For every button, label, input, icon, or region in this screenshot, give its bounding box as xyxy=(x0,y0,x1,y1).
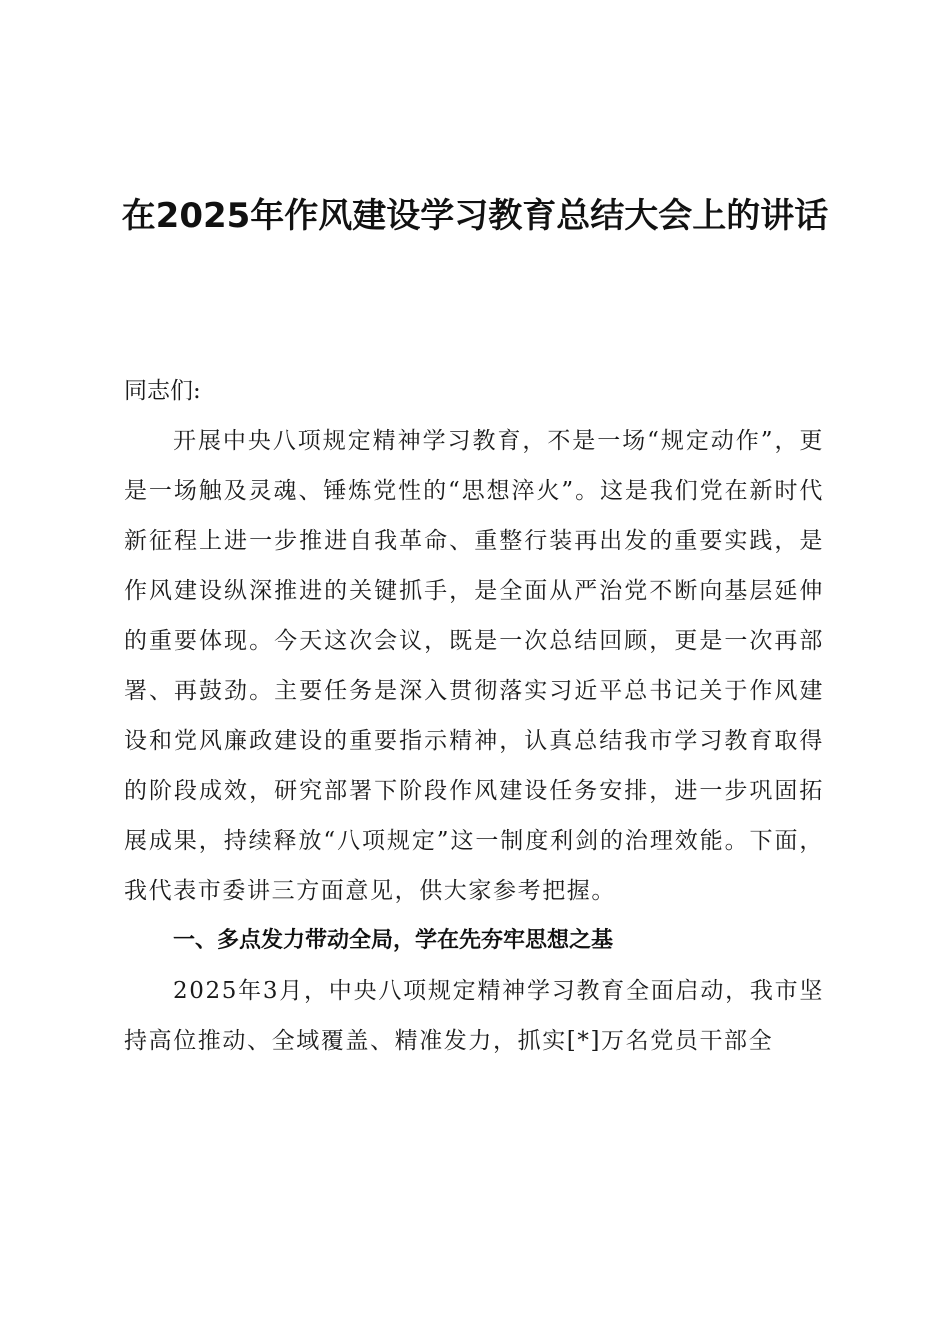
salutation: 同志们: xyxy=(124,378,201,404)
document-title: 在2025年作风建设学习教育总结大会上的讲话 xyxy=(121,196,829,236)
section-paragraph-1: 2025年3月，中央八项规定精神学习教育全面启动，我市坚持高位推动、全域覆盖、精准发力，抓实[*]万名党员干部全 xyxy=(124,978,824,1054)
section-heading-1: 一、多点发力带动全局，学在先夯牢思想之基 xyxy=(173,928,614,953)
document-body xyxy=(124,366,824,1066)
intro-paragraph: 开展中央八项规定精神学习教育，不是一场“规定动作”，更是一场触及灵魂、锤炼党性的“思想淬火”。这是我们党在新时代新征程上进一步推进自我革命、重整行装再出发的重要实践，是作风建设纵深推进的关键抓手，是全面从严治党不断向基层延伸的重要体现。今天这次会议，既是一次总结回顾，更是一次再部署、再鼓劲。主要任务是深入贯彻落实习近平总书记关于作风建设和党风廉政建设的重要指示精神，认真总结我市学习教育取得的阶段成效，研究部署下阶段作风建设任务安排，进一步巩固拓展成果，持续释放“八项规定”这一制度利剑的治理效能。下面，我代表市委讲三方面意见，供大家参考把握。 xyxy=(124,428,824,904)
